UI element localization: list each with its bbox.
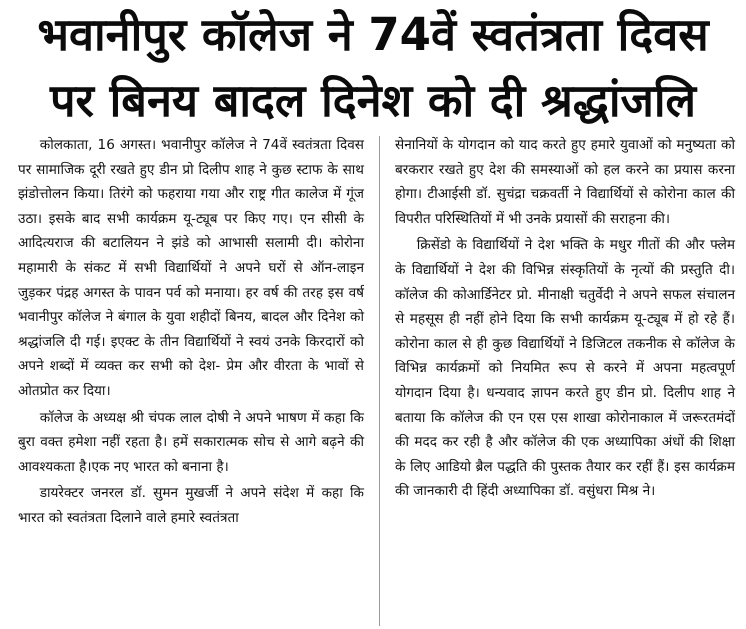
left-paragraph-1: कोलकाता, 16 अगस्त। भवानीपुर कॉलेज ने 74वें स्वतंत्रता दिवस पर सामाजिक दूरी रखते हुए डीन प्रो दिलीप शाह ने कुछ स्टाफ के साथ झंडोत्तोलन किया। तिरंगे को फहराया गया और राष्ट्र गीत कालेज में गूंज उठा। इसके बाद सभी कार्यक्रम यू-ट्यूब पर किए गए। एन सीसी के आदित्यराज की बटालियन ने झंडे को आभासी सलामी दी। कोरोना महामारी के संकट में सभी विद्यार्थियों ने अपने घरों से ऑन-लाइन जुड़कर पंद्रह अगस्त के पावन पर्व को मनाया। हर वर्ष की तरह इस वर्ष भवानीपुर कॉलेज ने बंगाल के युवा शहीदों बिनय, बादल और दिनेश को श्रद्धांजलि दी गई। इएक्ट के तीन विद्यार्थियों ने स्वयं उनके किरदारों को अपने शब्दों में व्यक्त कर सभी को देश- प्रेम और वीरता के भावों से ओतप्रोत कर दिया। bbox=[18, 137, 364, 399]
article-left-column bbox=[18, 133, 364, 531]
right-paragraph-2: क्रिसेंडो के विद्यार्थियों ने देश भक्ति के मधुर गीतों की और फ्लेम के विद्यार्थियों ने देश की विभिन्न संस्कृतियों के नृत्यों की प्रस्तुति दी। कॉलेज की कोआर्डिनेटर प्रो. मीनाक्षी चतुर्वेदी ने अपने सफल संचालन से महसूस ही नहीं होने दिया कि सभी कार्यक्रम यू-ट्यूब में हो रहे हैं। कोरोना काल से ही कुछ विद्यार्थियों ने डिजिटल तकनीक से कॉलेज के विभिन्न कार्यक्रमों को नियमित रूप से करने में अपना महत्वपूर्ण योगदान दिया है। धन्यवाद ज्ञापन करते हुए डीन प्रो. दिलीप शाह ने बताया कि कॉलेज की एन एस एस शाखा कोरोनाकाल में जरूरतमंदों की मदद कर रही है और कॉलेज की एक अध्यापिका अंधों की शिक्षा के लिए आडियो ब्रैल पद्धति की पुस्तक तैयार कर रहीं हैं। इस कार्यक्रम की जानकारी दी हिंदी अध्यापिका डॉ. वसुंधरा मिश्र ने। bbox=[395, 237, 735, 500]
article-right-column bbox=[395, 133, 735, 504]
left-paragraph-3: डायरेक्टर जनरल डॉ. सुमन मुखर्जी ने अपने संदेश में कहा कि भारत को स्वतंत्रता दिलाने वाले हमारे स्वतंत्रता bbox=[18, 485, 364, 526]
left-paragraph-2: कॉलेज के अध्यक्ष श्री चंपक लाल दोषी ने अपने भाषण में कहा कि बुरा वक्त हमेशा नहीं रहता है। हमें सकारात्मक सोच से आगे बढ़ने की आवश्यकता है।एक नए भारत को बनाना है। bbox=[18, 409, 364, 475]
right-paragraph-1: सेनानियों के योगदान को याद करते हुए हमारे युवाओं को मनुष्यता को बरकरार रखते हुए देश की समस्याओं को हल करने का प्रयास करना होगा। टीआईसी डॉ. सुचंद्रा चक्रवर्ती ने विद्यार्थियों से कोरोना काल की विपरीत परिस्थितियों में भी उनके प्रयासों की सराहना की। bbox=[395, 137, 735, 227]
headline-line-2: पर बिनय बादल दिनेश को दी श्रद्धांजलि bbox=[49, 74, 697, 127]
headline-line-1: भवानीपुर कॉलेज ने 74वें स्वतंत्रता दिवस bbox=[37, 8, 709, 61]
column-divider bbox=[379, 136, 380, 626]
